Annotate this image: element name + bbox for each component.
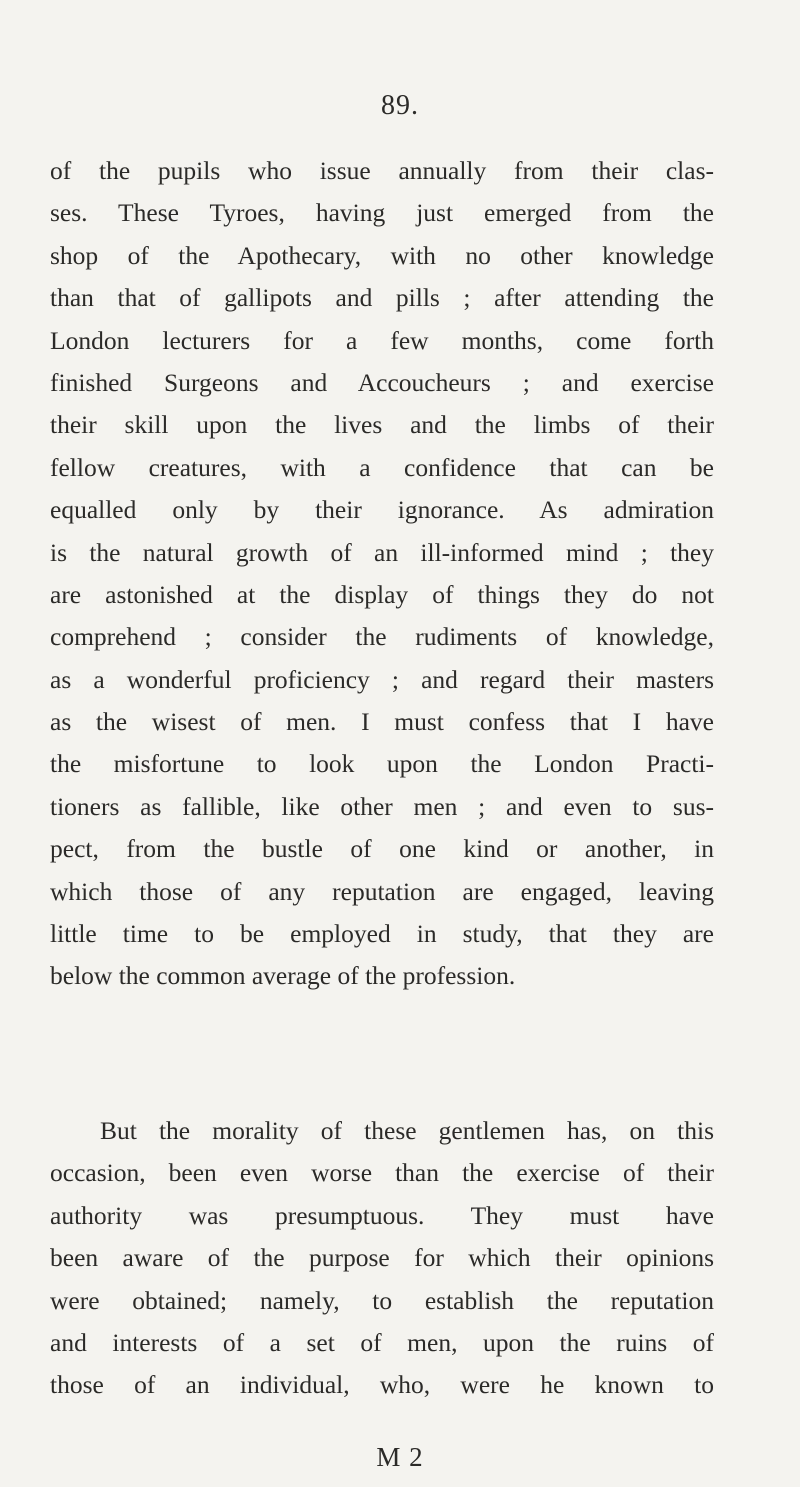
text-line: the misfortune to look upon the London Practi- xyxy=(50,749,714,779)
text-line: are astonished at the display of things they do not xyxy=(50,579,714,609)
text-line: pect, from the bustle of one kind or another, in xyxy=(50,834,714,864)
text-line: below the common average of the profession. xyxy=(50,961,516,991)
text-line: which those of any reputation are engaged, leaving xyxy=(50,876,714,906)
text-line: little time to be employed in study, that they are xyxy=(50,919,714,949)
text-line: But the morality of these gentlemen has, on this xyxy=(100,1116,714,1145)
text-line: were obtained; namely, to establish the reputation xyxy=(50,1285,714,1315)
text-line: fellow creatures, with a confidence that can be xyxy=(50,452,714,482)
text-line: as a wonderful proficiency ; and regard their masters xyxy=(50,664,714,694)
text-line: equalled only by their ignorance. As admiration xyxy=(50,495,714,525)
paragraph-2 xyxy=(50,1110,714,1407)
text-line: finished Surgeons and Accoucheurs ; and exercise xyxy=(50,367,714,397)
signature-mark: M 2 xyxy=(376,1442,424,1472)
text-line: their skill upon the lives and the limbs of their xyxy=(50,410,714,440)
text-line: comprehend ; consider the rudiments of knowledge, xyxy=(50,622,714,652)
paragraph-1 xyxy=(50,150,714,998)
page-number: 89. xyxy=(381,90,419,121)
text-line: of the pupils who issue annually from their clas- xyxy=(50,156,714,185)
text-line: those of an individual, who, were he known to xyxy=(50,1370,714,1400)
text-line: is the natural growth of an ill-informed mind ; they xyxy=(50,537,714,567)
text-line: as the wisest of men. I must confess that I have xyxy=(50,707,714,737)
text-line: ses. These Tyroes, having just emerged from the xyxy=(50,198,714,228)
text-line: and interests of a set of men, upon the ruins of xyxy=(50,1327,714,1357)
text-line: authority was presumptuous. They must have xyxy=(50,1200,714,1230)
text-line: occasion, been even worse than the exercise of their xyxy=(50,1158,714,1188)
text-line: tioners as fallible, like other men ; and even to sus- xyxy=(50,791,714,821)
text-line: London lecturers for a few months, come forth xyxy=(50,325,714,355)
text-line: shop of the Apothecary, with no other knowledge xyxy=(50,240,714,270)
text-line: been aware of the purpose for which their opinions xyxy=(50,1243,714,1273)
text-line: than that of gallipots and pills ; after attending the xyxy=(50,283,714,313)
